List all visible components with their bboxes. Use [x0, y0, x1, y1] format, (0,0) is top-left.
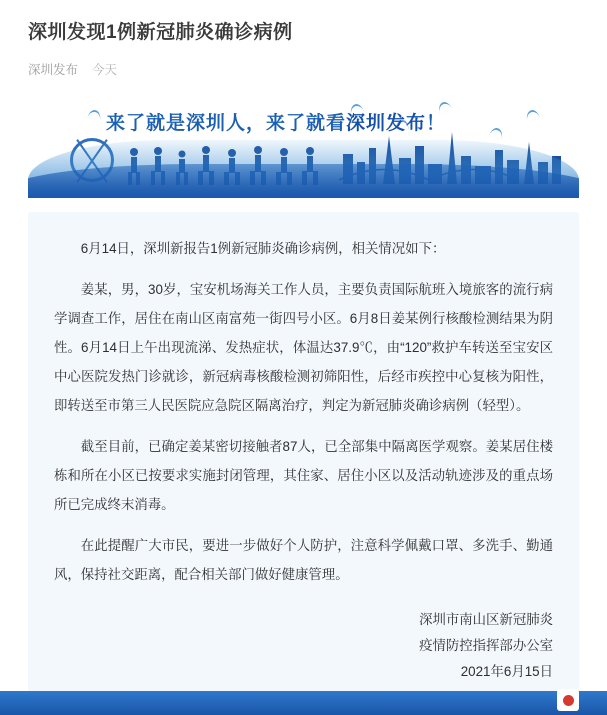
article-body — [28, 212, 579, 711]
article-date: 今天 — [92, 62, 118, 77]
banner-slogan-end: ！ — [426, 112, 447, 134]
signature-line: 疫情防控指挥部办公室 — [419, 637, 553, 653]
banner-slogan — [106, 108, 446, 135]
page-title: 深圳发现1例新冠肺炎确诊病例 — [28, 22, 293, 43]
signature-line: 深圳市南山区新冠肺炎 — [419, 611, 553, 627]
article-source: 深圳发布 — [28, 62, 79, 77]
badge-icon — [557, 689, 579, 711]
body-paragraph: 姜某，男，30岁，宝安机场海关工作人员，主要负责国际航班入境旅客的流行病学调查工作，居住在南山区南富苑一街四号小区。6月8日姜某例行核酸检测结果为阴性。6月14日上午出现流涕、发热症状，体温达37.9℃，由“120”救护车转送至宝安区中心医院发热门诊就诊，新冠病毒核酸检测初筛阳性，后经市疾控中心复核为阳性，即转送至市第三人民医院应急院区隔离治疗，判定为新冠肺炎确诊病例（轻型）。 — [54, 281, 553, 413]
badge-dot-icon — [563, 695, 574, 706]
body-paragraph: 在此提醒广大市民，要进一步做好个人防护，注意科学佩戴口罩、多洗手、勤通风，保持社交距离，配合相关部门做好健康管理。 — [54, 537, 553, 582]
banner-slogan-text: 来了就是深圳人，来了就看 — [106, 112, 347, 134]
body-paragraph: 6月14日，深圳新报告1例新冠肺炎确诊病例，相关情况如下： — [80, 240, 446, 256]
banner-wave-lower — [28, 164, 579, 198]
banner-image — [28, 98, 579, 198]
body-paragraph: 截至目前，已确定姜某密切接触者87人，已全部集中隔离医学观察。姜某居住楼栋和所在小区已按要求实施封闭管理，其住家、居住小区以及活动轨迹涉及的重点场所已完成终末消毒。 — [54, 438, 553, 512]
banner-slogan-highlight: 深圳发布 — [346, 112, 427, 134]
signature-block — [54, 607, 553, 685]
bottom-strip — [0, 691, 607, 715]
signature-line: 2021年6月15日 — [460, 663, 553, 679]
article-meta — [28, 60, 579, 78]
bottom-strip-fill — [0, 691, 607, 715]
